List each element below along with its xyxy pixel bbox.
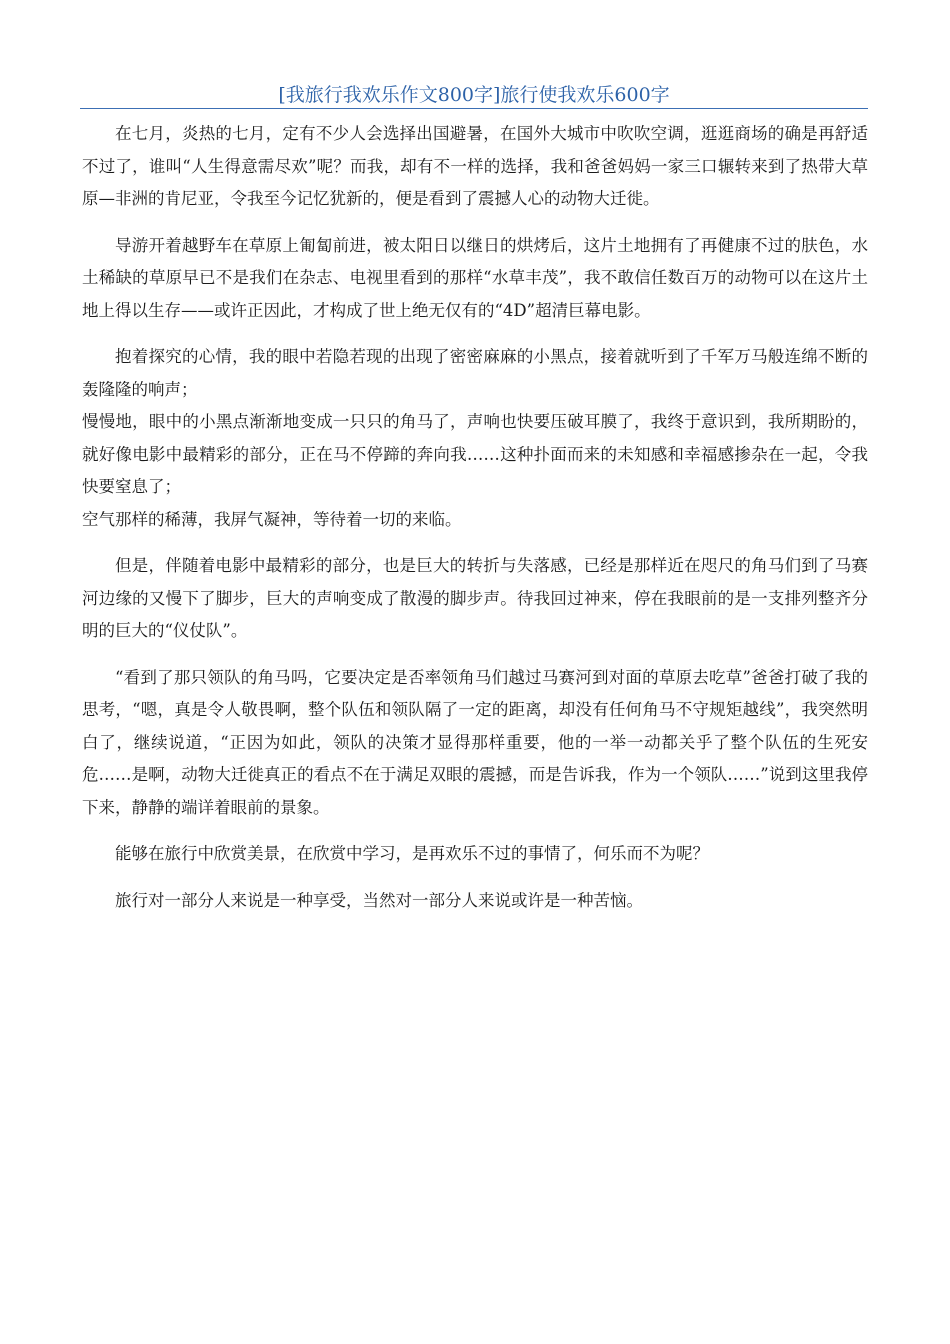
paragraph: 在七月，炎热的七月，定有不少人会选择出国避暑，在国外大城市中吹吹空调，逛逛商场的确是再舒适不过了，谁叫“人生得意需尽欢”呢？而我，却有不一样的选择，我和爸爸妈妈一家三口辗转来到了热带大草原—非洲的肯尼亚，令我至今记忆犹新的，便是看到了震撼人心的动物大迁徙。 [82, 124, 868, 208]
paragraph: “看到了那只领队的角马吗，它要决定是否率领角马们越过马赛河到对面的草原去吃草”爸爸打破了我的思考，“嗯，真是令人敬畏啊，整个队伍和领队隔了一定的距离，却没有任何角马不守规矩越线”，我突然明白了，继续说道，“正因为如此，领队的决策才显得那样重要，他的一举一动都关乎了整个队伍的生死安危……是啊，动物大迁徙真正的看点不在于满足双眼的震撼，而是告诉我，作为一个领队……”说到这里我停下来，静静的端详着眼前的景象。 [82, 667, 868, 817]
paragraph: 慢慢地，眼中的小黑点渐渐地变成一只只的角马了，声响也快要压破耳膜了，我终于意识到，我所期盼的，就好像电影中最精彩的部分，正在马不停蹄的奔向我……这种扑面而来的未知感和幸福感掺杂在一起，令我快要窒息了； [82, 412, 868, 496]
paragraph: 但是，伴随着电影中最精彩的部分，也是巨大的转折与失落感，已经是那样近在咫尺的角马们到了马赛河边缘的又慢下了脚步，巨大的声响变成了散漫的脚步声。待我回过神来，停在我眼前的是一支排列整齐分明的巨大的“仪仗队”。 [82, 556, 868, 640]
title-underline [80, 108, 868, 109]
document-body [82, 118, 868, 917]
document-title: [我旅行我欢乐作文800字]旅行使我欢乐600字 [278, 84, 670, 106]
paragraph: 导游开着越野车在草原上匍匐前进，被太阳日以继日的烘烤后，这片土地拥有了再健康不过的肤色，水土稀缺的草原早已不是我们在杂志、电视里看到的那样“水草丰茂”，我不敢信任数百万的动物可以在这片土地上得以生存——或许正因此，才构成了世上绝无仅有的“4D”超清巨幕电影。 [82, 235, 868, 320]
paragraph: 抱着探究的心情，我的眼中若隐若现的出现了密密麻麻的小黑点，接着就听到了千军万马般连绵不断的轰隆隆的响声； [82, 347, 868, 399]
paragraph: 旅行对一部分人来说是一种享受，当然对一部分人来说或许是一种苦恼。 [115, 890, 643, 910]
paragraph: 空气那样的稀薄，我屏气凝神，等待着一切的来临。 [82, 509, 462, 529]
paragraph: 能够在旅行中欣赏美景，在欣赏中学习，是再欢乐不过的事情了，何乐而不为呢？ [115, 844, 709, 863]
